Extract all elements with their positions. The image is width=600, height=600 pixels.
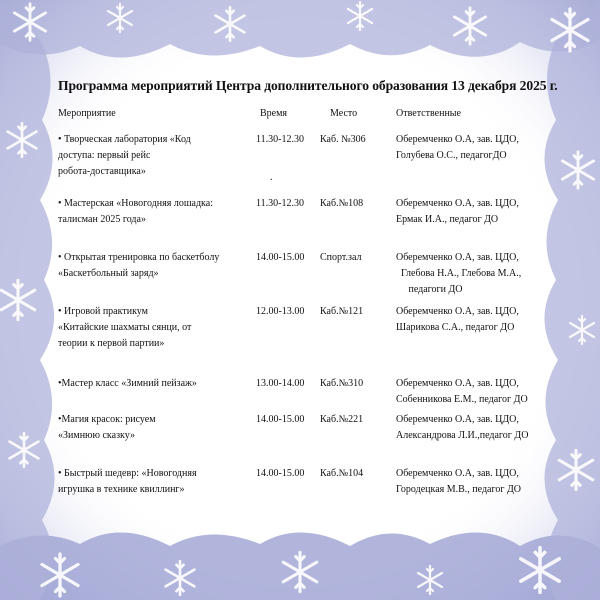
event-name (58, 250, 253, 282)
responsible-line: Голубева О.С., педагогДО (396, 150, 507, 161)
table-header (58, 108, 578, 122)
event-time: 14.00-15.00 (256, 468, 305, 479)
event-responsible (396, 250, 581, 298)
responsible-line: Оберемченко О.А, зав. ЦДО, (396, 134, 519, 145)
event-line: «Китайские шахматы сянци, от (58, 322, 192, 333)
responsible-line: Оберемченко О.А, зав. ЦДО, (396, 468, 519, 479)
responsible-line: Оберемченко О.А, зав. ЦДО, (396, 252, 519, 263)
program-document (58, 78, 578, 512)
event-line: • Быстрый шедевр: «Новогодняя (58, 468, 197, 479)
event-responsible (396, 196, 581, 228)
header-resp: Ответственные (396, 108, 461, 119)
header-place: Место (330, 108, 358, 119)
event-time: 14.00-15.00 (256, 414, 305, 425)
event-line: игрушка в технике квиллинг» (58, 484, 185, 495)
page-title: Программа мероприятий Центра дополнительного образования 13 декабря 2025 г. (58, 78, 558, 93)
table-row (58, 466, 578, 498)
event-line: доступа: первый рейс (58, 150, 151, 161)
event-line: теории к первой партии» (58, 338, 165, 349)
event-line: талисман 2025 года» (58, 214, 146, 225)
table-row (58, 304, 578, 352)
event-time: 14.00-15.00 (256, 252, 305, 263)
event-place: Каб.№221 (320, 414, 364, 425)
responsible-line: Оберемченко О.А, зав. ЦДО, (396, 306, 519, 317)
table-row (58, 376, 578, 408)
table-row (58, 196, 578, 228)
event-responsible (396, 376, 581, 408)
event-line: • Творческая лаборатория «Код (58, 134, 191, 145)
event-time: 11.30-12.30 (256, 198, 304, 209)
responsible-line: Ермак И.А., педагог ДО (396, 214, 499, 225)
event-place: Каб.№121 (320, 306, 364, 317)
event-place: Каб.№310 (320, 378, 364, 389)
event-name (58, 412, 253, 444)
responsible-line: Оберемченко О.А, зав. ЦДО, (396, 198, 519, 209)
event-place: Каб.№108 (320, 198, 364, 209)
table-row (58, 250, 578, 298)
table-row (58, 412, 578, 444)
event-responsible (396, 132, 581, 164)
event-place: Каб. №306 (320, 134, 366, 145)
responsible-line: Глебова Н.А., Глебова М.А., (396, 268, 522, 279)
event-line: • Игровой практикум (58, 306, 148, 317)
event-line: •Магия красок: рисуем (58, 414, 156, 425)
event-time: 11.30-12.30 (256, 134, 304, 145)
header-time: Время (260, 108, 288, 119)
event-name (58, 376, 253, 392)
header-event: Мероприятие (58, 108, 116, 119)
responsible-line: Шарикова С.А., педагог ДО (396, 322, 515, 333)
event-line: «Баскетбольный заряд» (58, 268, 159, 279)
stray-dot: . (270, 172, 273, 183)
event-name (58, 304, 253, 352)
event-time: 12.00-13.00 (256, 306, 305, 317)
event-place: Каб.№104 (320, 468, 364, 479)
event-name (58, 132, 253, 180)
event-line: «Зимнюю сказку» (58, 430, 135, 441)
event-name (58, 466, 253, 498)
responsible-line: педагоги ДО (396, 284, 463, 295)
event-place: Спорт.зал (320, 252, 362, 263)
event-responsible (396, 304, 581, 336)
responsible-line: Оберемченко О.А, зав. ЦДО, (396, 414, 519, 425)
responsible-line: Александрова Л.И.,педагог ДО (396, 430, 529, 441)
events-list (58, 122, 578, 512)
responsible-line: Оберемченко О.А, зав. ЦДО, (396, 378, 519, 389)
responsible-line: Городецкая М.В., педагог ДО (396, 484, 521, 495)
event-time: 13.00-14.00 (256, 378, 305, 389)
event-name (58, 196, 253, 228)
event-line: •Мастер класс «Зимний пейзаж» (58, 378, 197, 389)
responsible-line: Собенникова Е.М., педагог ДО (396, 394, 528, 405)
event-line: робота-доставщика» (58, 166, 146, 177)
table-row (58, 132, 578, 180)
event-responsible (396, 412, 581, 444)
event-line: • Открытая тренировка по баскетболу (58, 252, 220, 263)
event-line: • Мастерская «Новогодняя лошадка: (58, 198, 213, 209)
event-responsible (396, 466, 581, 498)
